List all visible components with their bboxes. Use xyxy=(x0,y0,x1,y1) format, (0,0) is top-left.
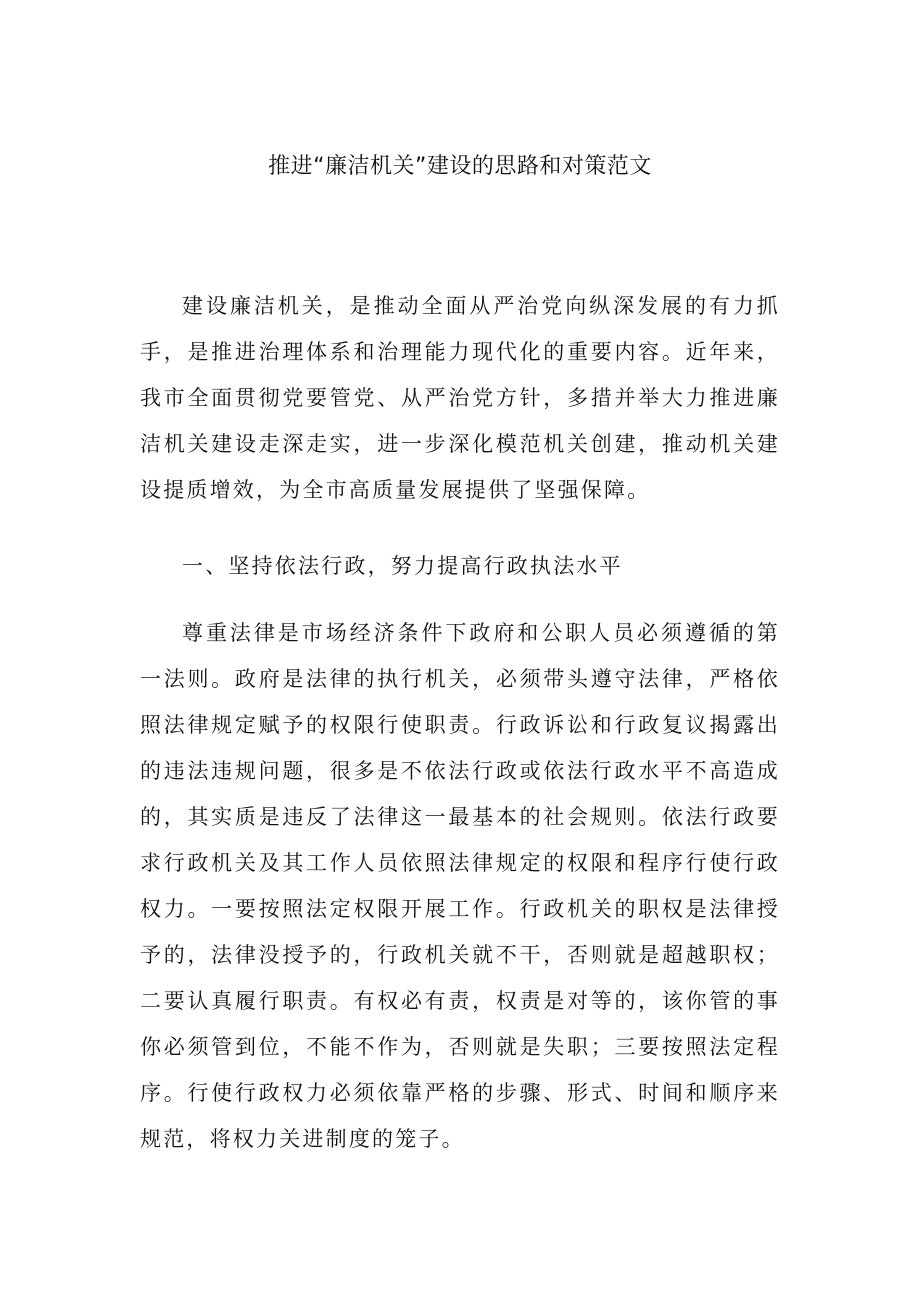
section-heading-1: 一、坚持依法行政，努力提高行政执法水平 xyxy=(182,554,623,578)
section-paragraph-1: 尊重法律是市场经济条件下政府和公职人员必须遵循的第一法则。政府是法律的执行机关，必须带头遵守法律，严格依照法律规定赋予的权限行使职责。行政诉讼和行政复议揭露出的违法违规问题，很多是不依法行政或依法行政水平不高造成的，其实质是违反了法律这一最基本的社会规则。依法行政要求行政机关及其工作人员依照法律规定的权限和程序行使行政权力。一要按照法定权限开展工作。行政机关的职权是法律授予的，法律没授予的，行政机关就不干，否则就是超越职权；二要认真履行职责。有权必有责，权责是对等的，该你管的事你必须管到位，不能不作为，否则就是失职；三要按照法定程序。行使行政权力必须依靠严格的步骤、形式、时间和顺序来规范，将权力关进制度的笼子。 xyxy=(140,621,780,1151)
section-paragraph-block xyxy=(140,610,780,1162)
document-title: 推进“廉洁机关”建设的思路和对策范文 xyxy=(268,154,652,179)
section-heading-block xyxy=(140,543,780,589)
intro-paragraph: 建设廉洁机关，是推动全面从严治党向纵深发展的有力抓手，是推进治理体系和治理能力现代化的重要内容。近年来，我市全面贯彻党要管党、从严治党方针，多措并举大力推进廉洁机关建设走深走实，进一步深化模范机关创建，推动机关建设提质增效，为全市高质量发展提供了坚强保障。 xyxy=(140,294,780,502)
intro-paragraph-block xyxy=(140,283,780,513)
